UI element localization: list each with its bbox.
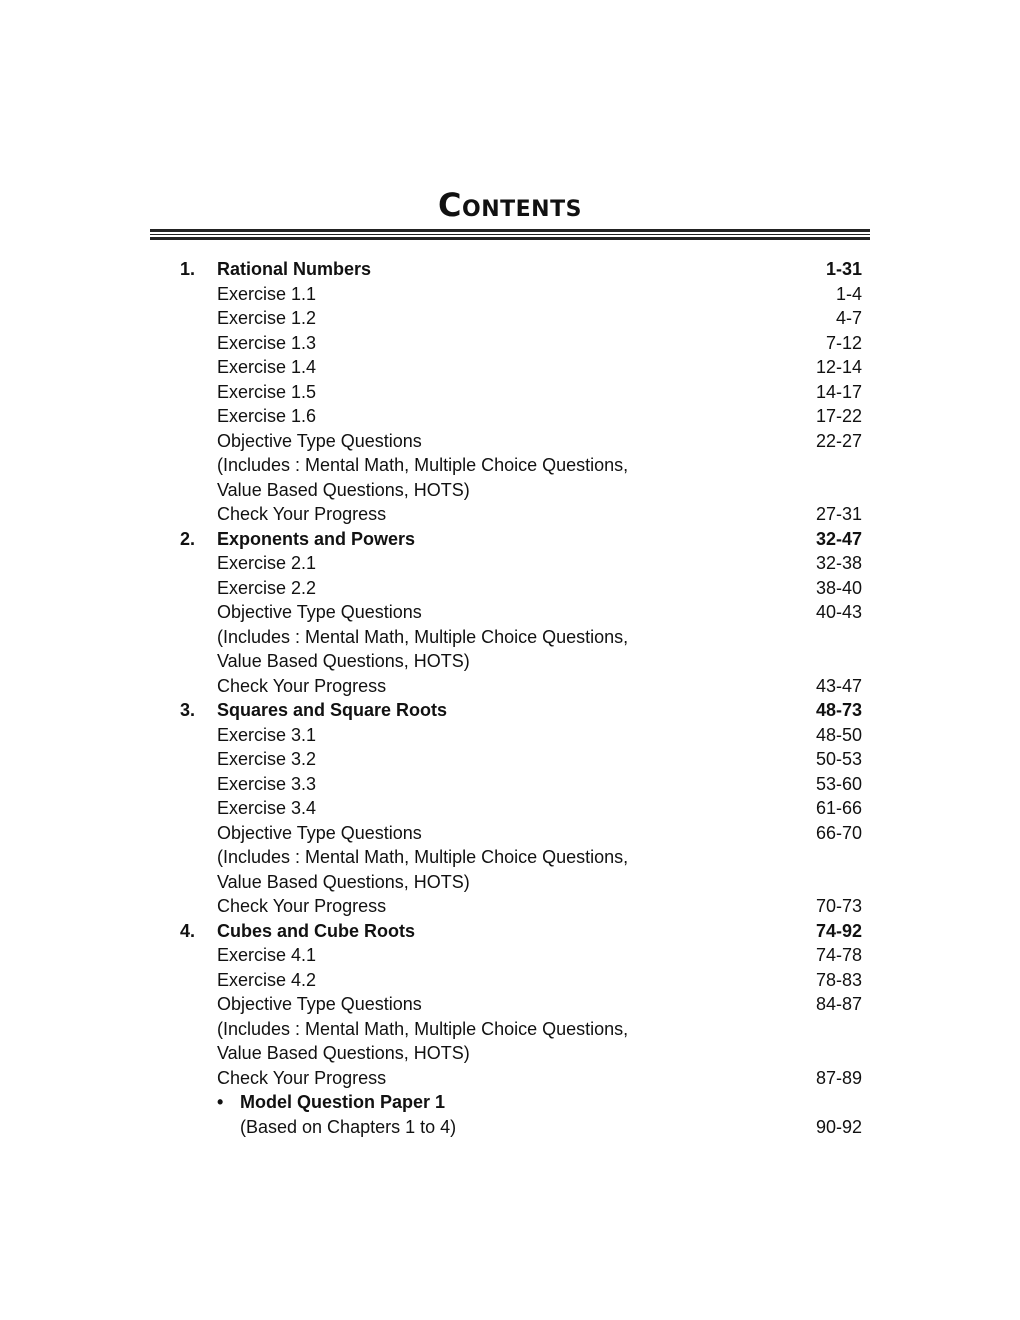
model-paper-pages: 90-92: [815, 1116, 862, 1137]
toc-entry-label: Value Based Questions, HOTS): [217, 651, 470, 671]
toc-entry-label[interactable]: Exercise 3.1: [217, 724, 317, 745]
toc-entry-label: (Includes : Mental Math, Multiple Choice Questions,: [217, 847, 629, 867]
toc-entry[interactable]: [180, 894, 862, 919]
model-paper-subtitle-row: [180, 1115, 862, 1140]
toc-entry-pages: 32-38: [815, 553, 862, 573]
toc-entry-label[interactable]: Exercise 3.2: [217, 749, 317, 769]
toc-entry-label[interactable]: Exercise 2.2: [217, 577, 317, 598]
toc-entry[interactable]: [180, 502, 862, 527]
toc-entry[interactable]: [180, 747, 862, 772]
chapter-row[interactable]: [180, 527, 862, 552]
chapter-pages: 1-31: [825, 259, 862, 279]
model-paper-title[interactable]: Model Question Paper 1: [240, 1092, 446, 1112]
chapter-row[interactable]: [180, 919, 862, 944]
chapter-number: 2.: [180, 528, 196, 549]
toc-entry-label[interactable]: Exercise 1.4: [217, 357, 317, 377]
toc-entry[interactable]: [180, 723, 862, 748]
chapter-number: 3.: [180, 700, 196, 720]
toc-entry[interactable]: [180, 355, 862, 380]
toc-entry-pages: 87-89: [815, 1067, 862, 1088]
toc-entry-label[interactable]: Exercise 2.1: [217, 553, 317, 573]
toc-entry-pages: 14-17: [815, 381, 862, 402]
toc-entry-label[interactable]: Check Your Progress: [217, 1067, 387, 1088]
toc-entry[interactable]: [180, 282, 862, 307]
toc-entry[interactable]: [180, 331, 862, 356]
toc-entry: [180, 870, 862, 895]
toc-entry-label[interactable]: Objective Type Questions: [217, 822, 422, 843]
toc-entry-label: Value Based Questions, HOTS): [217, 479, 470, 500]
toc-entry-label: (Includes : Mental Math, Multiple Choice Questions,: [217, 1018, 629, 1039]
chapter-pages: 48-73: [815, 700, 862, 720]
toc-entry: [180, 845, 862, 870]
toc-entry-pages: 40-43: [815, 602, 862, 622]
toc-entry-label[interactable]: Exercise 1.5: [217, 381, 317, 402]
toc-entry-pages: 78-83: [815, 969, 862, 990]
toc-entry[interactable]: [180, 992, 862, 1017]
toc-entry-pages: 61-66: [815, 798, 862, 818]
toc-entry[interactable]: [180, 576, 862, 601]
toc-entry-pages: 70-73: [815, 896, 862, 916]
toc-entry-pages: 22-27: [815, 430, 862, 451]
toc-entry-pages: 12-14: [815, 357, 862, 377]
toc-entry[interactable]: [180, 600, 862, 625]
toc-entry-pages: 7-12: [825, 332, 862, 353]
toc-entry-label[interactable]: Exercise 4.2: [217, 969, 317, 990]
toc-entry-label[interactable]: Exercise 3.3: [217, 773, 317, 794]
toc-entry-pages: 74-78: [815, 945, 862, 965]
toc-entry-label[interactable]: Exercise 1.6: [217, 406, 317, 426]
toc-entry-label[interactable]: Exercise 3.4: [217, 798, 317, 818]
toc-entry-pages: 48-50: [815, 724, 862, 745]
toc-entry[interactable]: [180, 796, 862, 821]
toc-entry[interactable]: [180, 1066, 862, 1091]
toc-entry-label[interactable]: Exercise 1.1: [217, 283, 317, 304]
chapter-title[interactable]: Exponents and Powers: [217, 528, 416, 549]
toc-entry-label[interactable]: Check Your Progress: [217, 896, 387, 916]
model-paper-subtitle: (Based on Chapters 1 to 4): [240, 1116, 457, 1137]
chapter-title[interactable]: Squares and Square Roots: [217, 700, 448, 720]
toc-entry-label: (Includes : Mental Math, Multiple Choice Questions,: [217, 455, 629, 475]
toc-entry-label[interactable]: Objective Type Questions: [217, 430, 422, 451]
toc-entry-pages: 43-47: [815, 675, 862, 696]
toc-entry[interactable]: [180, 821, 862, 846]
toc-entry[interactable]: [180, 674, 862, 699]
chapter-number: 4.: [180, 920, 196, 941]
toc-entry-label[interactable]: Exercise 1.3: [217, 332, 317, 353]
toc-entry-label[interactable]: Objective Type Questions: [217, 602, 422, 622]
page-title: Contents: [438, 186, 582, 224]
bullet-icon: •: [217, 1092, 224, 1112]
toc-entry[interactable]: [180, 306, 862, 331]
toc-entry[interactable]: [180, 404, 862, 429]
chapter-number: 1.: [180, 259, 196, 279]
toc-entry[interactable]: [180, 429, 862, 454]
toc-entry-label[interactable]: Exercise 1.2: [217, 308, 317, 328]
toc-entry-label[interactable]: Exercise 4.1: [217, 945, 317, 965]
toc-entry-label: (Includes : Mental Math, Multiple Choice Questions,: [217, 626, 629, 647]
toc-entry-pages: 84-87: [815, 994, 862, 1014]
toc-entry[interactable]: [180, 968, 862, 993]
chapter-title[interactable]: Rational Numbers: [217, 259, 372, 279]
toc-entry: [180, 625, 862, 650]
toc-entry[interactable]: [180, 380, 862, 405]
toc-entry: [180, 1041, 862, 1066]
toc-entry-label[interactable]: Check Your Progress: [217, 675, 387, 696]
toc-entry-label[interactable]: Objective Type Questions: [217, 994, 422, 1014]
toc-entry-pages: 38-40: [815, 577, 862, 598]
toc-entry[interactable]: [180, 551, 862, 576]
chapter-pages: 74-92: [815, 920, 862, 941]
toc-entry: [180, 453, 862, 478]
chapter-row[interactable]: [180, 698, 862, 723]
toc-entry-label[interactable]: Check Your Progress: [217, 504, 387, 524]
toc-entry[interactable]: [180, 772, 862, 797]
title-double-rule: [150, 229, 870, 241]
chapter-title[interactable]: Cubes and Cube Roots: [217, 920, 416, 941]
toc-entry-pages: 4-7: [835, 308, 862, 328]
toc-entry-pages: 50-53: [815, 749, 862, 769]
chapter-row[interactable]: [180, 257, 862, 282]
toc-entry-pages: 17-22: [815, 406, 862, 426]
toc-entry-label: Value Based Questions, HOTS): [217, 871, 470, 892]
chapter-pages: 32-47: [815, 528, 862, 549]
toc-entry-pages: 53-60: [815, 773, 862, 794]
table-of-contents: [180, 257, 862, 1139]
toc-entry-pages: 66-70: [815, 822, 862, 843]
toc-entry: [180, 1017, 862, 1042]
toc-entry-pages: 1-4: [835, 283, 862, 304]
toc-entry-pages: 27-31: [815, 504, 862, 524]
toc-entry-label: Value Based Questions, HOTS): [217, 1043, 470, 1063]
toc-entry: [180, 478, 862, 503]
model-paper-row[interactable]: [180, 1090, 862, 1115]
toc-entry[interactable]: [180, 943, 862, 968]
toc-entry: [180, 649, 862, 674]
